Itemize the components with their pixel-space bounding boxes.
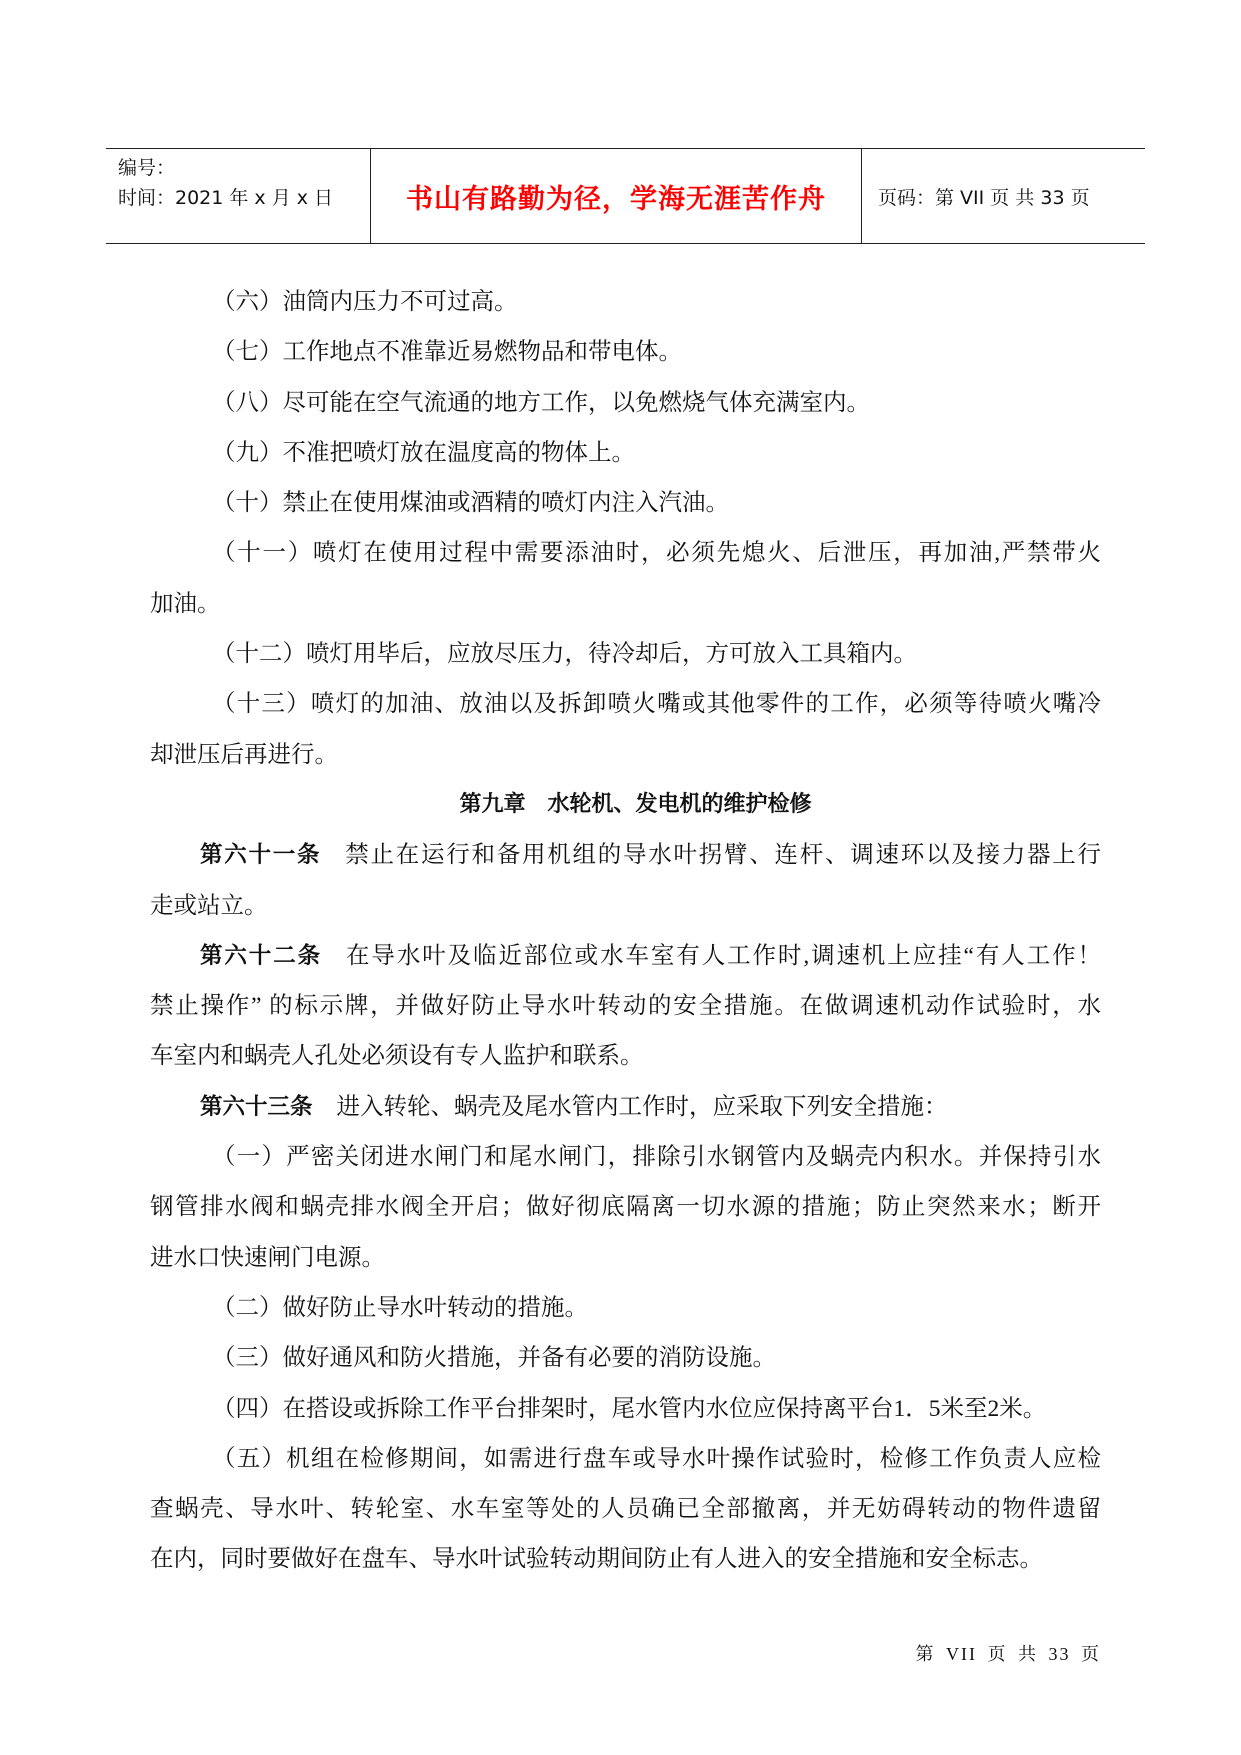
line-text: 走或站立。 bbox=[150, 892, 268, 919]
line-text: （六）油筒内压力不可过高。 bbox=[212, 289, 518, 315]
line-text: （十三）喷灯的加油、放油以及拆卸喷火嘴或其他零件的工作，必须等待喷火嘴冷 bbox=[212, 691, 1101, 718]
article-line bbox=[150, 931, 1101, 981]
document-header bbox=[106, 148, 1145, 244]
text-line bbox=[150, 277, 1101, 327]
line-text: 进水口快速闸门电源。 bbox=[150, 1244, 385, 1271]
article-number: 第六十二条 bbox=[200, 942, 323, 969]
text-line bbox=[150, 1534, 1101, 1584]
header-motto-cell bbox=[371, 149, 862, 243]
line-text: （九）不准把喷灯放在温度高的物体上。 bbox=[212, 439, 635, 466]
line-text: （七）工作地点不准靠近易燃物品和带电体。 bbox=[212, 339, 682, 366]
page-label: 页码：第 VII 页 共 33 页 bbox=[878, 186, 1090, 209]
text-line bbox=[150, 1434, 1101, 1484]
text-line bbox=[150, 730, 1101, 780]
line-text: 在内，同时要做好在盘车、导水叶试验转动期间防止有人进入的安全措施和安全标志。 bbox=[150, 1546, 1043, 1573]
article-number: 第六十一条 bbox=[200, 842, 322, 869]
time-label: 时间：2021 年 x 月 x 日 bbox=[118, 187, 334, 209]
text-line bbox=[150, 428, 1101, 478]
line-text: （八）尽可能在空气流通的地方工作，以免燃烧气体充满室内。 bbox=[212, 389, 870, 416]
document-body bbox=[150, 277, 1101, 1585]
text-line bbox=[150, 881, 1101, 931]
line-text: （十二）喷灯用毕后，应放尽压力，待冷却后，方可放入工具箱内。 bbox=[212, 641, 917, 668]
number-label: 编号： bbox=[118, 157, 176, 179]
text-line bbox=[150, 981, 1101, 1031]
line-text: 在导水叶及临近部位或水车室有人工作时,调速机上应挂“有人工作！ bbox=[346, 942, 1101, 969]
line-text: （十）禁止在使用煤油或酒精的喷灯内注入汽油。 bbox=[212, 490, 729, 517]
line-text: 查蜗壳、导水叶、转轮室、水车室等处的人员确已全部撤离，并无妨碍转动的物件遗留 bbox=[150, 1496, 1101, 1523]
motto: 书山有路勤为径，学海无涯苦作舟 bbox=[406, 183, 826, 215]
line-text: （三）做好通风和防火措施，并备有必要的消防设施。 bbox=[212, 1345, 776, 1372]
text-line bbox=[150, 679, 1101, 729]
text-line bbox=[150, 1031, 1101, 1081]
line-text: （五）机组在检修期间，如需进行盘车或导水叶操作试验时，检修工作负责人应检 bbox=[212, 1445, 1101, 1472]
article-number: 第六十三条 bbox=[200, 1093, 313, 1120]
page-footer: 第 VII 页 共 33 页 bbox=[915, 1644, 1101, 1664]
article-line bbox=[150, 830, 1101, 880]
text-line bbox=[150, 478, 1101, 528]
line-text: （一）严密关闭进水闸门和尾水闸门，排除引水钢管内及蜗壳内积水。并保持引水 bbox=[212, 1144, 1101, 1171]
text-line bbox=[150, 629, 1101, 679]
text-line bbox=[150, 327, 1101, 377]
chapter-heading bbox=[150, 780, 1101, 830]
line-text: 进入转轮、蜗壳及尾水管内工作时，应采取下列安全措施： bbox=[336, 1093, 948, 1120]
text-line bbox=[150, 1484, 1101, 1534]
header-info-cell bbox=[106, 149, 371, 243]
line-text: 却泄压后再进行。 bbox=[150, 741, 338, 768]
text-line bbox=[150, 378, 1101, 428]
line-text: （四）在搭设或拆除工作平台排架时，尾水管内水位应保持离平台1．5米至2米。 bbox=[212, 1395, 1047, 1422]
article-line bbox=[150, 1082, 1101, 1132]
text-line bbox=[150, 1384, 1101, 1434]
line-text: （十一）喷灯在使用过程中需要添油时，必须先熄火、后泄压，再加油,严禁带火 bbox=[212, 540, 1101, 567]
text-line bbox=[150, 1283, 1101, 1333]
text-line bbox=[150, 1132, 1101, 1182]
line-text: （二）做好防止导水叶转动的措施。 bbox=[212, 1294, 588, 1321]
header-page-cell bbox=[862, 149, 1145, 243]
line-text: 加油。 bbox=[150, 590, 221, 617]
line-text: 第九章 水轮机、发电机的维护检修 bbox=[459, 791, 812, 817]
text-line bbox=[150, 1333, 1101, 1383]
text-line bbox=[150, 1182, 1101, 1232]
text-line bbox=[150, 1233, 1101, 1283]
text-line bbox=[150, 528, 1101, 578]
line-text: 车室内和蜗壳人孔处必须设有专人监护和联系。 bbox=[150, 1043, 644, 1070]
line-text: 钢管排水阀和蜗壳排水阀全开启；做好彻底隔离一切水源的措施；防止突然来水；断开 bbox=[150, 1194, 1101, 1221]
line-text: 禁止操作” 的标示牌，并做好防止导水叶转动的安全措施。在做调速机动作试验时，水 bbox=[150, 993, 1101, 1020]
line-text: 禁止在运行和备用机组的导水叶拐臂、连杆、调速环以及接力器上行 bbox=[345, 842, 1101, 869]
text-line bbox=[150, 579, 1101, 629]
